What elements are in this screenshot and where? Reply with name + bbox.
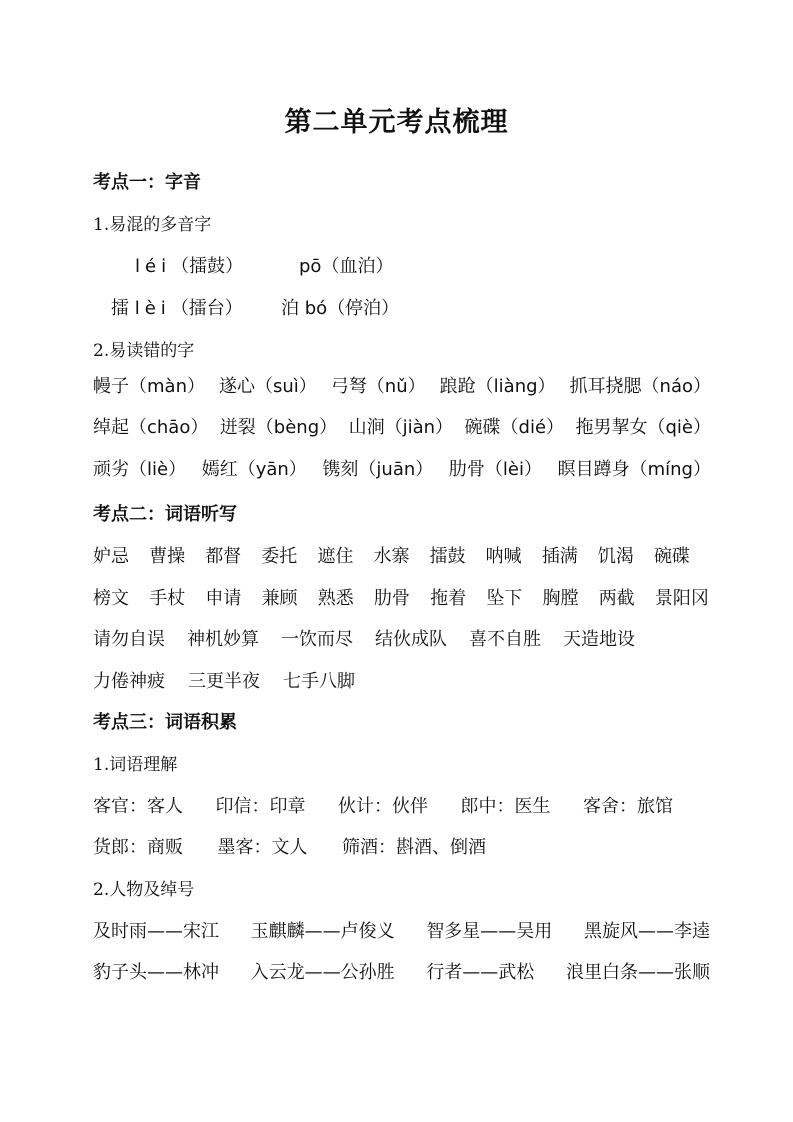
misread-item: 踉跄（liàng） [439, 376, 556, 397]
nickname: 浪里白条——张顺 [565, 962, 710, 983]
glossary-row-2 [93, 836, 486, 860]
section-heading-2: 考点二：词语听写 [93, 504, 237, 525]
gloss: 墨客：文人 [217, 837, 308, 858]
pinyin-note: （擂鼓） [171, 256, 244, 277]
pinyin-note: （停泊） [327, 298, 400, 319]
word: 三更半夜 [188, 671, 260, 692]
sub-text: 词语理解 [109, 755, 178, 775]
section-heading-3: 考点三：词语积累 [93, 712, 237, 733]
nickname: 行者——武松 [426, 962, 535, 983]
gloss: 筛酒：斟酒、倒酒 [342, 837, 486, 858]
word: 熟悉 [317, 588, 354, 609]
polyphonic-row-1 [135, 255, 243, 279]
misread-item: 瞑目蹲身（míng） [557, 459, 711, 480]
word: 景阳冈 [654, 588, 709, 609]
misread-item: 幔子（màn） [93, 376, 205, 397]
gloss: 伙计：伙伴 [338, 796, 428, 817]
misread-item: 顽劣（liè） [93, 459, 187, 480]
sub-text: 易混的多音字 [109, 215, 212, 235]
pinyin: léi [135, 256, 172, 277]
subheading-nicknames [93, 878, 194, 902]
page-title: 第二单元考点梳理 [284, 107, 509, 138]
misread-row-2 [93, 416, 711, 440]
word: 榜文 [93, 588, 129, 609]
misread-row-3 [93, 458, 711, 482]
pinyin-note: （擂台） [170, 298, 243, 319]
word: 天造地设 [563, 629, 635, 650]
char: 泊 [281, 298, 299, 319]
nickname: 黑旋风——李逵 [583, 921, 710, 942]
word: 肋骨 [373, 588, 410, 609]
word: 坠下 [486, 588, 523, 609]
dictation-row-4 [93, 670, 355, 694]
subheading-understanding [93, 753, 177, 777]
misread-item: 弓弩（nǔ） [330, 376, 426, 397]
misread-item: 抓耳挠腮（náo） [569, 376, 711, 397]
word: 结伙成队 [375, 629, 447, 650]
word: 都督 [205, 546, 242, 567]
word: 力倦神疲 [93, 671, 165, 692]
sub-number: 1. [93, 755, 110, 775]
subheading-polyphonic [93, 213, 211, 237]
glossary-row-1 [93, 795, 673, 819]
misread-item: 山涧（jiàn） [348, 417, 454, 438]
subheading-misread [93, 339, 194, 363]
nickname-row-1 [93, 920, 710, 944]
pinyin: bó [304, 298, 328, 319]
sub-number: 2. [93, 880, 110, 900]
sub-number: 1. [93, 215, 110, 235]
nickname: 入云龙——公孙胜 [250, 962, 395, 983]
word: 手杖 [149, 588, 186, 609]
word: 呐喊 [485, 546, 522, 567]
word: 拖着 [430, 588, 467, 609]
dictation-row-2 [93, 587, 709, 611]
word: 神机妙算 [187, 629, 259, 650]
polyphonic-row-2 [111, 297, 243, 321]
section-heading-1: 考点一：字音 [93, 172, 201, 193]
gloss: 郎中：医生 [460, 796, 551, 817]
dictation-row-1 [93, 545, 690, 569]
nickname-row-2 [93, 961, 710, 985]
word: 碗碟 [653, 546, 690, 567]
dictation-row-3 [93, 628, 635, 652]
word: 两截 [598, 588, 635, 609]
word: 兼顾 [261, 588, 298, 609]
word: 申请 [205, 588, 242, 609]
word: 委托 [261, 546, 298, 567]
word: 胸膛 [542, 588, 579, 609]
polyphonic-row-1b [299, 255, 393, 279]
gloss: 货郎：商贩 [93, 837, 183, 858]
misread-item: 拖男挈女（qiè） [575, 417, 711, 438]
misread-item: 迸裂（bèng） [219, 417, 338, 438]
nickname: 豹子头——林冲 [93, 962, 219, 983]
sub-text: 易读错的字 [109, 341, 195, 361]
word: 插满 [541, 546, 578, 567]
misread-item: 镌刻（juān） [322, 459, 434, 480]
word: 水寨 [373, 546, 410, 567]
pinyin-note: （血泊） [321, 256, 394, 277]
sub-text: 人物及绰号 [109, 880, 195, 900]
gloss: 客舍：旅馆 [583, 796, 673, 817]
sub-number: 2. [93, 341, 110, 361]
char: 擂 [111, 298, 129, 319]
misread-item: 绰起（chāo） [93, 417, 209, 438]
word: 一饮而尽 [281, 629, 353, 650]
gloss: 客官：客人 [93, 796, 183, 817]
pinyin: pō [299, 256, 322, 277]
word: 饥渴 [597, 546, 634, 567]
misread-item: 嫣红（yān） [201, 459, 307, 480]
nickname: 玉麒麟——卢俊义 [250, 921, 395, 942]
word: 七手八脚 [283, 671, 355, 692]
word: 妒忌 [93, 546, 129, 567]
nickname: 智多星——吴用 [426, 921, 553, 942]
gloss: 印信：印章 [215, 796, 306, 817]
misread-item: 碗碟（dié） [464, 417, 565, 438]
pinyin: lèi [134, 298, 171, 319]
word: 遮住 [317, 546, 354, 567]
polyphonic-row-2b [281, 297, 399, 321]
word: 请勿自误 [93, 629, 165, 650]
nickname: 及时雨——宋江 [93, 921, 219, 942]
misread-item: 遂心（suì） [219, 376, 317, 397]
word: 喜不自胜 [469, 629, 541, 650]
word: 擂鼓 [429, 546, 466, 567]
word: 曹操 [149, 546, 186, 567]
misread-row-1 [93, 375, 711, 399]
misread-item: 肋骨（lèi） [448, 459, 542, 480]
